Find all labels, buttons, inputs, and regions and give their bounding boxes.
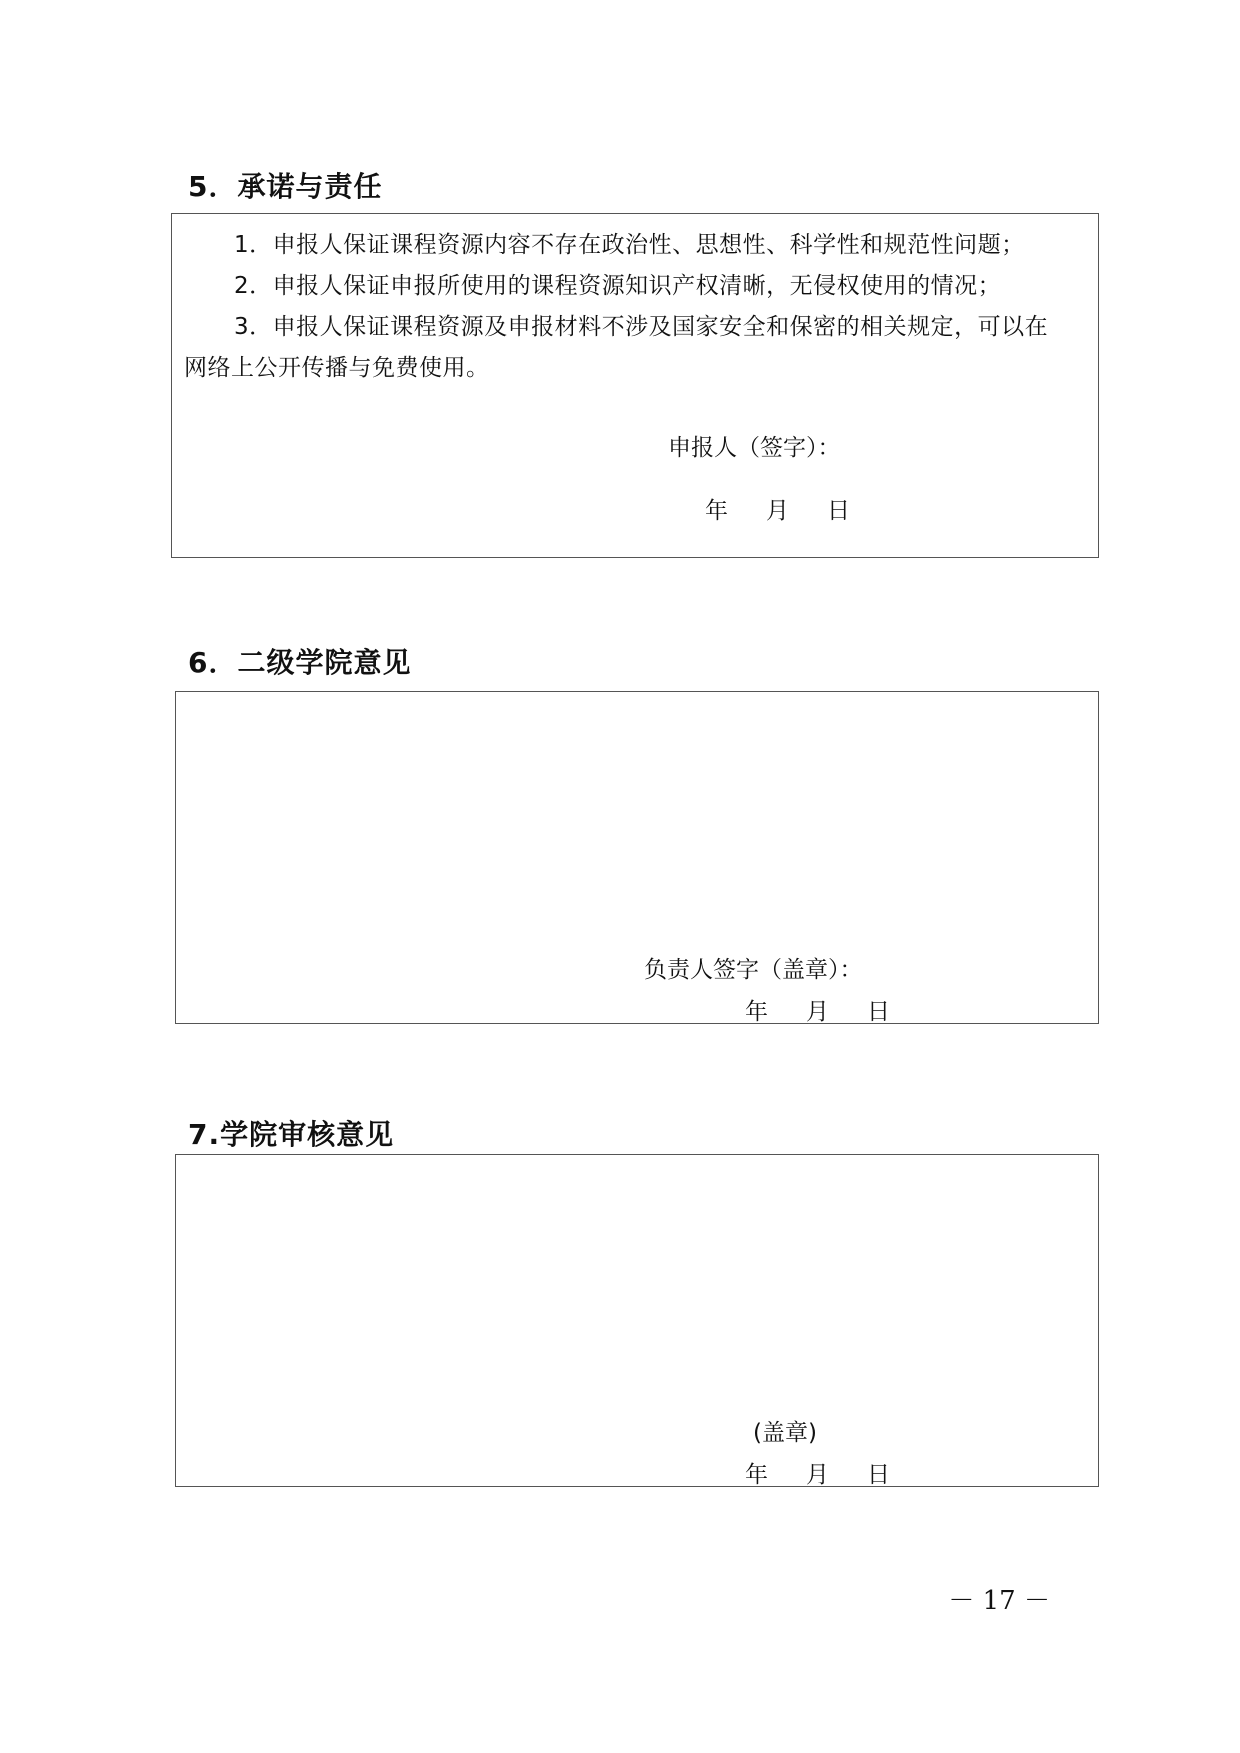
section7-date [745, 1456, 890, 1489]
year-label: 年 [705, 498, 728, 524]
section6-box [175, 691, 1099, 1024]
section7-title: 7.学院审核意见 [188, 1118, 395, 1151]
section6-title: 6．二级学院意见 [188, 646, 412, 679]
applicant-signature-label: 申报人（签字）： [668, 435, 841, 461]
day-label: 日 [867, 999, 890, 1025]
month-label: 月 [766, 498, 789, 524]
year-label: 年 [745, 999, 768, 1025]
year-label: 年 [745, 1462, 768, 1488]
commitment-item-2: 2．申报人保证申报所使用的课程资源知识产权清晰，无侵权使用的情况； [234, 273, 1002, 299]
section5-date [705, 492, 850, 525]
section5-title: 5．承诺与责任 [188, 170, 383, 203]
commitment-item-3: 3．申报人保证课程资源及申报材料不涉及国家安全和保密的相关规定，可以在 [234, 314, 1049, 340]
month-label: 月 [806, 1462, 829, 1488]
day-label: 日 [827, 498, 850, 524]
commitment-item-3-cont: 网络上公开传播与免费使用。 [184, 355, 490, 381]
page-number: － 17 － [948, 1586, 1050, 1616]
section5-box [171, 213, 1099, 558]
section7-box [175, 1154, 1099, 1487]
seal-label: (盖章) [753, 1420, 817, 1446]
commitment-item-1: 1．申报人保证课程资源内容不存在政治性、思想性、科学性和规范性问题； [234, 232, 1025, 258]
responsible-signature-label: 负责人签字（盖章）： [644, 957, 863, 983]
section6-date [745, 993, 890, 1026]
day-label: 日 [867, 1462, 890, 1488]
month-label: 月 [806, 999, 829, 1025]
